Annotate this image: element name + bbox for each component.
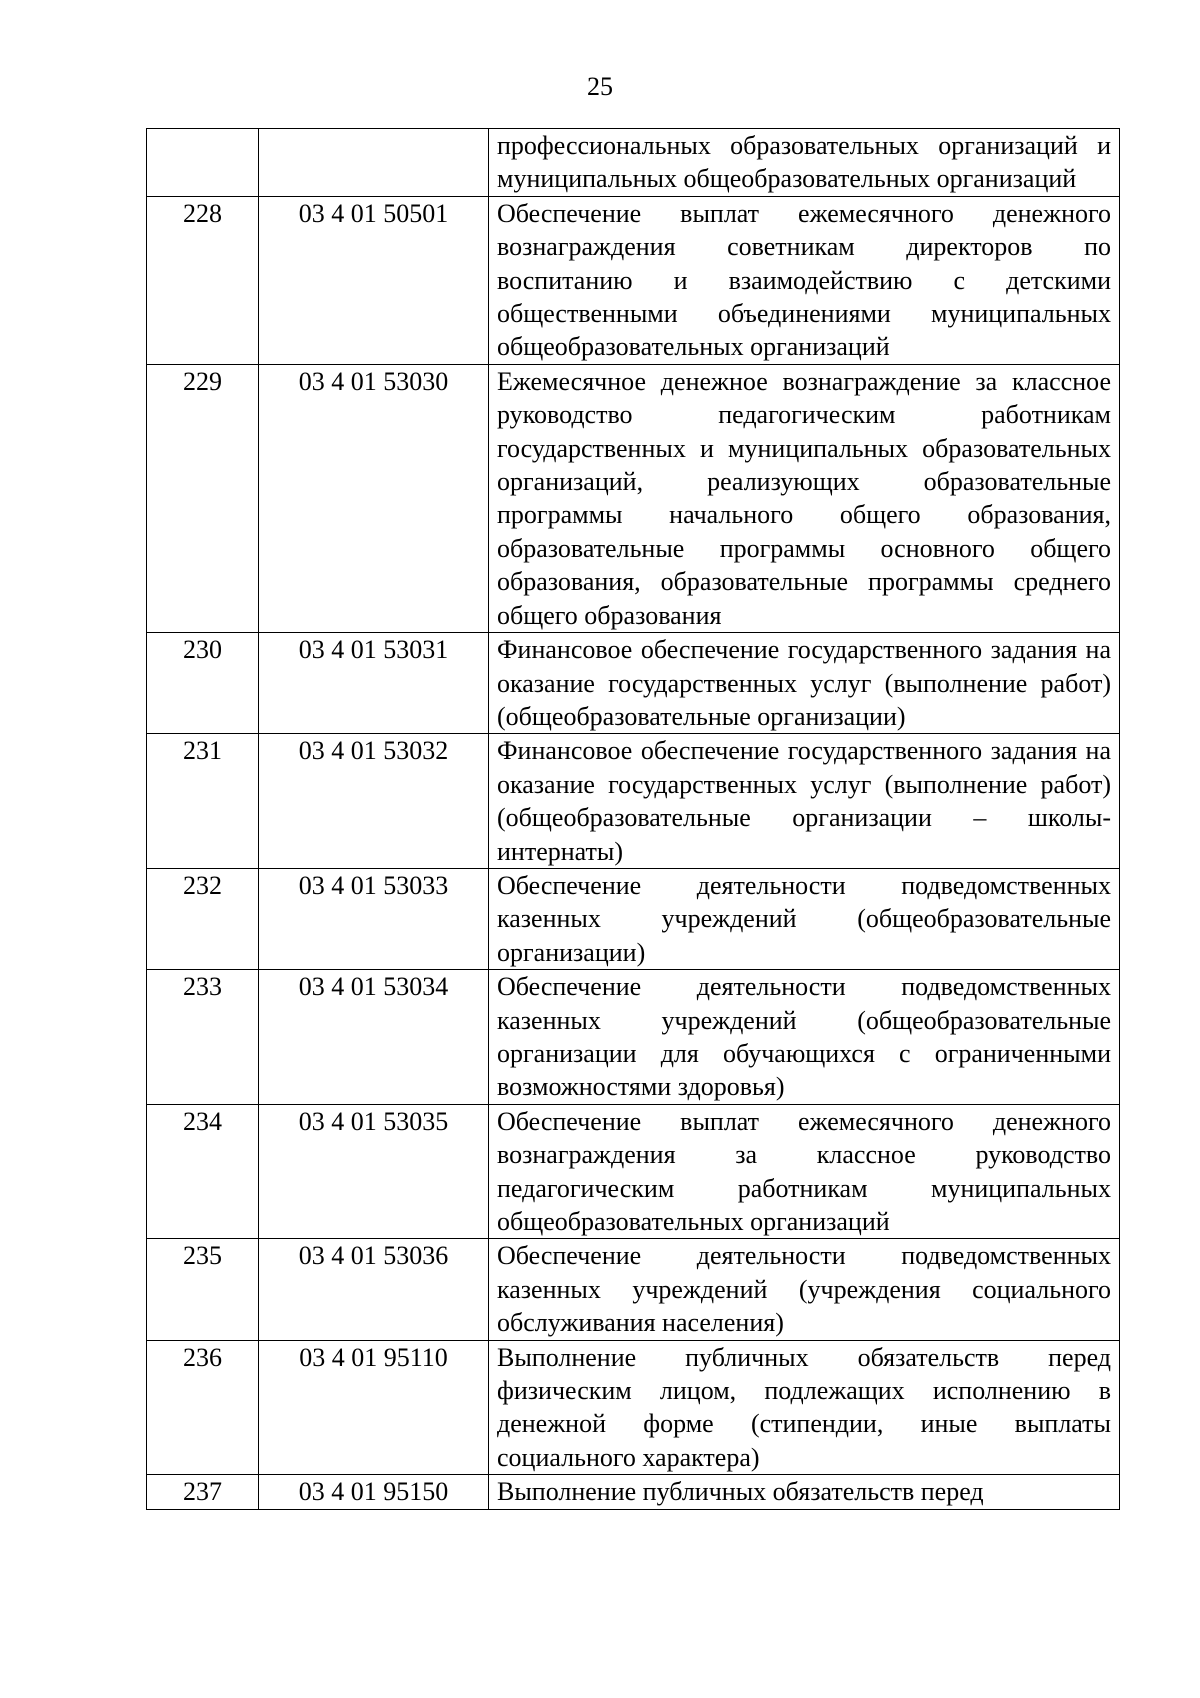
row-number-cell: 233 xyxy=(147,970,259,1105)
table-row xyxy=(147,364,1120,632)
table-row xyxy=(147,1104,1120,1239)
row-number-cell: 231 xyxy=(147,734,259,869)
row-number-cell: 234 xyxy=(147,1104,259,1239)
description-cell: Финансовое обеспечение государственного задания на оказание государственных услуг (выполнение работ) (общеобразовательные организации) xyxy=(489,633,1120,734)
row-number-cell: 230 xyxy=(147,633,259,734)
row-number-cell: 228 xyxy=(147,196,259,364)
target-code-cell: 03 4 01 53033 xyxy=(259,868,489,969)
target-code-cell: 03 4 01 50501 xyxy=(259,196,489,364)
row-number-cell: 237 xyxy=(147,1475,259,1509)
description-cell: Выполнение публичных обязательств перед физическим лицом, подлежащих исполнению в денежной форме (стипендии, иные выплаты социального характера) xyxy=(489,1340,1120,1475)
description-cell: Обеспечение выплат ежемесячного денежного вознаграждения за классное руководство педагогическим работникам муниципальных общеобразовательных организаций xyxy=(489,1104,1120,1239)
table-row xyxy=(147,970,1120,1105)
table-row xyxy=(147,1340,1120,1475)
target-code-cell: 03 4 01 53036 xyxy=(259,1239,489,1340)
target-code-cell: 03 4 01 53035 xyxy=(259,1104,489,1239)
row-number-cell: 236 xyxy=(147,1340,259,1475)
description-cell: Обеспечение деятельности подведомственных казенных учреждений (общеобразовательные организации для обучающихся с ограниченными возможностями здоровья) xyxy=(489,970,1120,1105)
description-cell: профессиональных образовательных организаций и муниципальных общеобразовательных организаций xyxy=(489,129,1120,197)
description-cell: Обеспечение деятельности подведомственных казенных учреждений (общеобразовательные организации) xyxy=(489,868,1120,969)
row-number-cell xyxy=(147,129,259,197)
target-code-cell xyxy=(259,129,489,197)
description-cell: Финансовое обеспечение государственного задания на оказание государственных услуг (выполнение работ) (общеобразовательные организации – школы-интернаты) xyxy=(489,734,1120,869)
row-number-cell: 229 xyxy=(147,364,259,632)
table-row xyxy=(147,1239,1120,1340)
table-row xyxy=(147,196,1120,364)
target-code-cell: 03 4 01 95150 xyxy=(259,1475,489,1509)
table-row xyxy=(147,1475,1120,1509)
target-code-cell: 03 4 01 95110 xyxy=(259,1340,489,1475)
description-cell: Выполнение публичных обязательств перед xyxy=(489,1475,1120,1509)
target-code-cell: 03 4 01 53032 xyxy=(259,734,489,869)
table-row xyxy=(147,734,1120,869)
row-number-cell: 235 xyxy=(147,1239,259,1340)
description-cell: Обеспечение выплат ежемесячного денежного вознаграждения советникам директоров по воспитанию и взаимодействию с детскими общественными объединениями муниципальных общеобразовательных организаций xyxy=(489,196,1120,364)
budget-classification-table xyxy=(146,128,1120,1510)
target-code-cell: 03 4 01 53034 xyxy=(259,970,489,1105)
description-cell: Ежемесячное денежное вознаграждение за классное руководство педагогическим работникам государственных и муниципальных образовательных организаций, реализующих образовательные программы начального общего образования, образовательные программы основного общего образования, образовательные программы среднего общего образования xyxy=(489,364,1120,632)
target-code-cell: 03 4 01 53030 xyxy=(259,364,489,632)
description-cell: Обеспечение деятельности подведомственных казенных учреждений (учреждения социального обслуживания населения) xyxy=(489,1239,1120,1340)
row-number-cell: 232 xyxy=(147,868,259,969)
table-row xyxy=(147,633,1120,734)
page-number: 25 xyxy=(587,72,613,101)
table-row xyxy=(147,129,1120,197)
table-row xyxy=(147,868,1120,969)
target-code-cell: 03 4 01 53031 xyxy=(259,633,489,734)
